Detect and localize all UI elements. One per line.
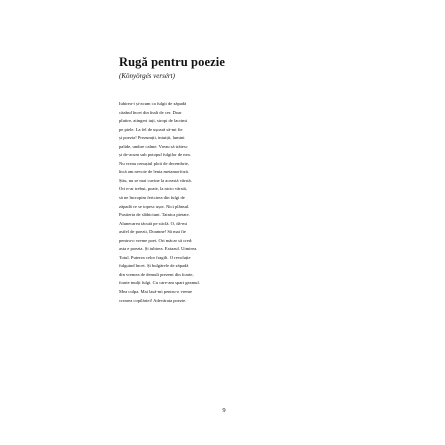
poem-line: Mea culpa. Mai lasă-mi pentru-o vreme <box>119 289 192 295</box>
poem-line: pe piele. La fel de ușoară să-mi fie <box>119 126 183 132</box>
poem-line: Iubirea-i și-acum ca fulgii de zăpadă <box>119 101 187 106</box>
poem-line: asta e poezia. Și iubirea. Extazul. Uimirea. <box>119 246 198 252</box>
poem-line: Pustieria de slăbiciuni. Tainica pietate. <box>119 212 190 218</box>
poem-subtitle: (Könyörgés versért) <box>119 72 175 80</box>
poem-title: Rugă pentru poezie <box>119 55 225 69</box>
page-number: 9 <box>222 407 226 414</box>
poem-line: încă am nevoie de lenta metamorfoză. <box>119 169 189 175</box>
poem-line: să ne încropim fericirea din fulgi de <box>119 195 185 201</box>
poem-line: foarte mulți fulgi. Cu care-am spart geamul. <box>119 280 200 286</box>
poem-line: din vremea de demult prezent din foarte, <box>119 271 194 277</box>
poem-line: Alunecarea tăcută pe sticlă. O, dă-mi <box>119 220 187 226</box>
poem-line: și poezia! Prezumții, intuiții, lumini <box>119 135 185 141</box>
poem-line: plutire, atingeri iuți, stropi de lacrimi <box>119 118 187 124</box>
poem-line: căzând încet din înalt de cer. Doar <box>119 109 182 115</box>
poem-line: astfel de poezii, Doamne! Să mai fie <box>119 229 186 235</box>
poem-line: Ori n-ar trebui, poate, la nicio vârstă, <box>119 186 187 192</box>
poem-line: zăpadă ce se topesc ușor. Nici plânsul. <box>119 203 190 209</box>
poem-body <box>119 100 279 305</box>
poem-line: Totul. Puterea celor fragili. O revoluție <box>119 254 191 260</box>
poem-line: crearea copilăriei! Adevărata poezie. <box>119 297 187 303</box>
poem-line: și de-acum sub potopul fulgilor de nea. <box>119 152 191 158</box>
poem-line: Știu, nu se mai cuvine la această vârstă. <box>119 177 192 183</box>
poem-line: fulguind încet. Și bulgărele de zăpadă <box>119 263 189 269</box>
poem-line: Nu vreau cenușiul ploii de decembrie, <box>119 160 189 166</box>
poem-line: pentru-o vreme poet. Ori măcar să cred: <box>119 237 193 243</box>
poem-line: palide, umbre calme. Vreau să trăiesc <box>119 143 188 149</box>
